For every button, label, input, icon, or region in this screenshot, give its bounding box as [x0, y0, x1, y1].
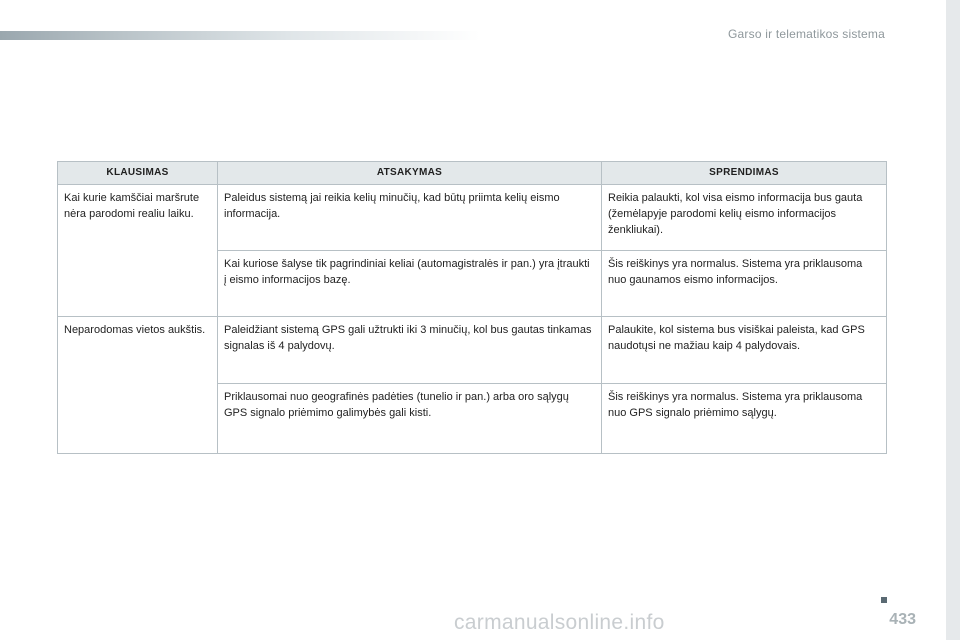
table-row	[58, 317, 887, 384]
page-number: 433	[889, 611, 916, 628]
question-cell: Kai kurie kamščiai maršrute nėra parodomi realiu laiku.	[58, 185, 218, 317]
solution-cell: Reikia palaukti, kol visa eismo informacija bus gauta (žemėlapyje parodomi kelių eismo informacijos ženkliukai).	[602, 185, 887, 251]
question-cell: Neparodomas vietos aukštis.	[58, 317, 218, 454]
answer-cell: Kai kuriose šalyse tik pagrindiniai keliai (automagistralės ir pan.) yra įtraukti į eismo informacijos bazę.	[218, 251, 602, 317]
answer-cell: Paleidžiant sistemą GPS gali užtrukti iki 3 minučių, kol bus gautas tinkamas signalas iš 4 palydovų.	[218, 317, 602, 384]
solution-cell: Šis reiškinys yra normalus. Sistema yra priklausoma nuo gaunamos eismo informacijos.	[602, 251, 887, 317]
watermark: carmanualsonline.info	[454, 611, 665, 634]
column-header-solution: SPRENDIMAS	[602, 162, 887, 185]
page-marker-icon	[881, 597, 887, 603]
table-header-row	[58, 162, 887, 185]
table-row	[58, 185, 887, 251]
page-edge-strip	[946, 0, 960, 640]
column-header-answer: ATSAKYMAS	[218, 162, 602, 185]
section-title: Garso ir telematikos sistema	[728, 27, 885, 41]
solution-cell: Palaukite, kol sistema bus visiškai paleista, kad GPS naudotųsi ne mažiau kaip 4 palydovais.	[602, 317, 887, 384]
answer-cell: Paleidus sistemą jai reikia kelių minučių, kad būtų priimta kelių eismo informacija.	[218, 185, 602, 251]
troubleshooting-table	[57, 161, 887, 454]
answer-cell: Priklausomai nuo geografinės padėties (tunelio ir pan.) arba oro sąlygų GPS signalo priėmimo galimybės gali kisti.	[218, 384, 602, 454]
column-header-question: KLAUSIMAS	[58, 162, 218, 185]
solution-cell: Šis reiškinys yra normalus. Sistema yra priklausoma nuo GPS signalo priėmimo sąlygų.	[602, 384, 887, 454]
header-decorative-bar	[0, 31, 480, 40]
